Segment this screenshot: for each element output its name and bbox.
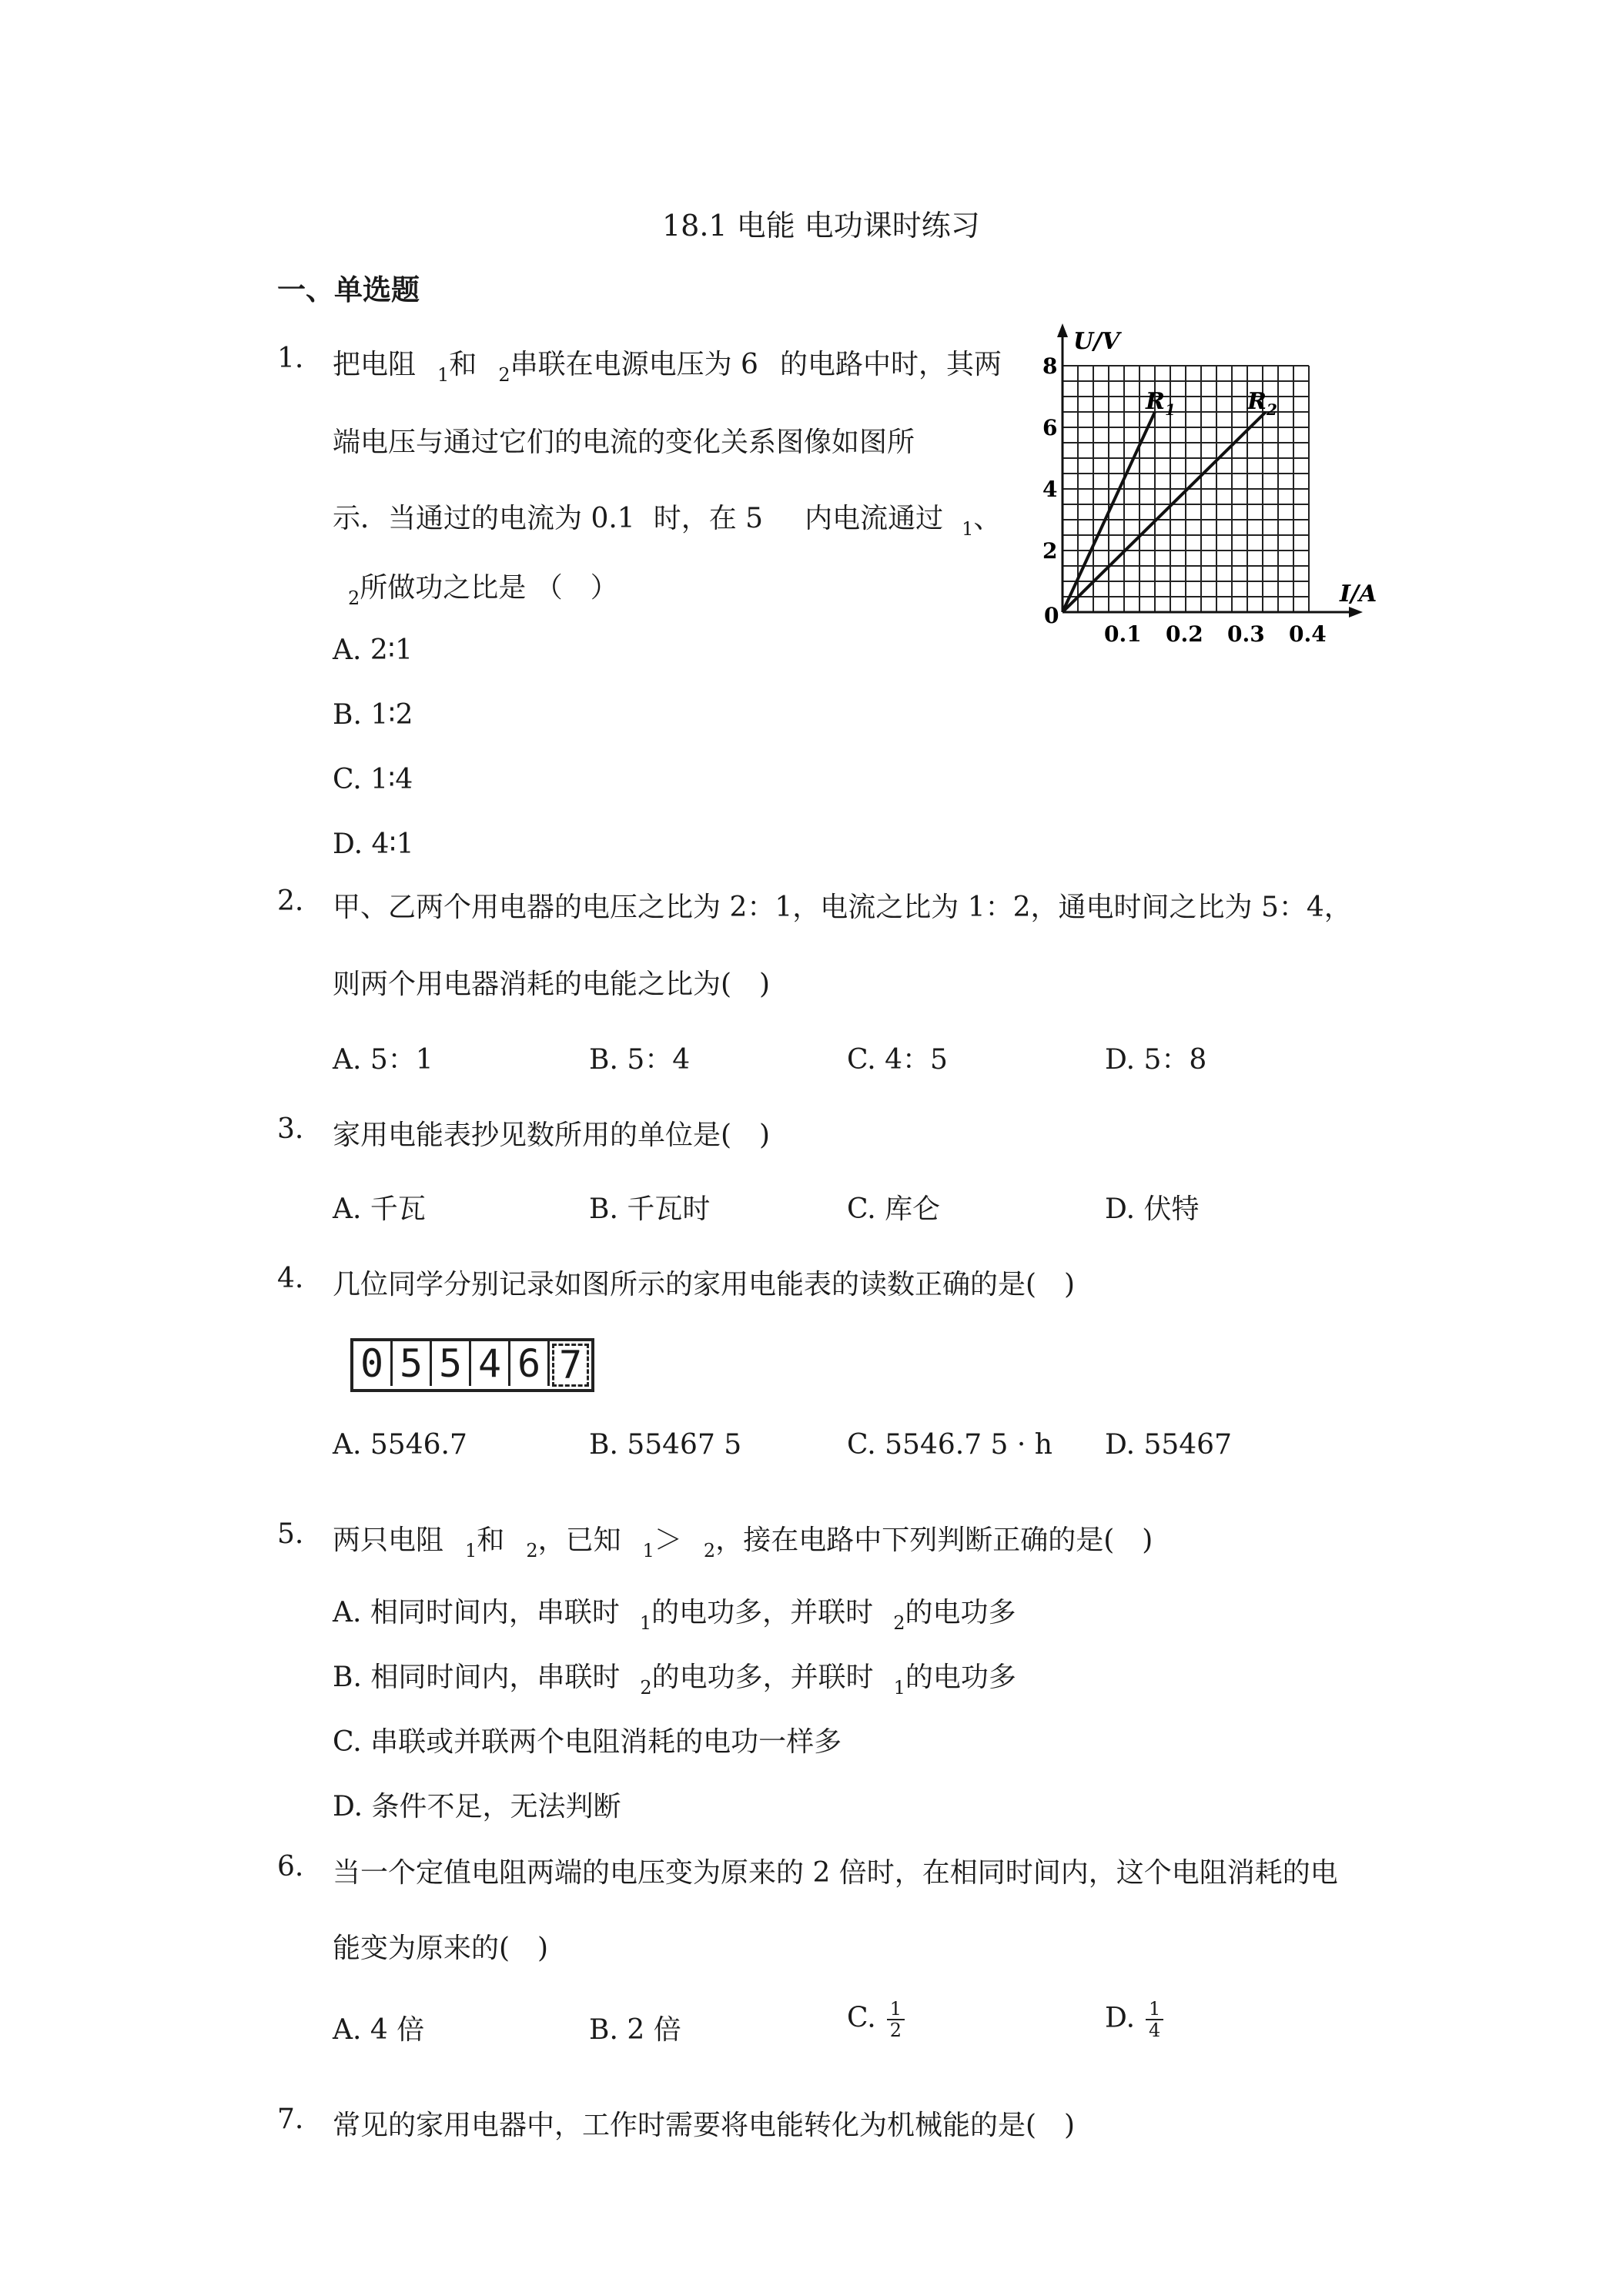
x-tick-label: 0.2	[1166, 621, 1203, 647]
section-heading: 一、单选题	[277, 273, 420, 306]
x-axis-label: I/A	[1340, 581, 1377, 607]
option-c[interactable]: C. 1∶4	[333, 764, 413, 795]
fraction: $\frac{1}{2}$	[887, 1999, 905, 2041]
option-a[interactable]: A. 2∶1	[333, 634, 413, 666]
question-text: 常见的家用电器中，工作时需要将电能转化为机械能的是( )	[333, 2110, 1076, 2141]
question-text: 甲、乙两个用电器的电压之比为 2：1，电流之比为 1：2，通电时间之比为 5：4，	[333, 892, 1352, 923]
series-label: $R_1$	[1146, 388, 1176, 419]
question-text: 示．当通过的电流为 0.1 时，在 5 内电流通过 $_1$、	[333, 503, 1002, 540]
question-number: 6.	[277, 1851, 304, 1883]
meter-digit: 5	[432, 1341, 471, 1386]
y-tick-label: 6	[1042, 415, 1058, 440]
meter-digit: 5	[393, 1341, 432, 1386]
x-tick-label: 0.3	[1227, 621, 1265, 647]
meter-decimal-digit: 7	[552, 1344, 589, 1387]
option-a[interactable]: A. 5546.7	[333, 1429, 467, 1461]
question-number: 3.	[277, 1113, 304, 1145]
option-a[interactable]: A. 千瓦	[333, 1193, 426, 1225]
fraction: $\frac{1}{4}$	[1146, 1999, 1163, 2041]
option-c[interactable]: C. 4：5	[847, 1044, 948, 1076]
meter-digit: 0	[353, 1341, 393, 1386]
meter-digit: 6	[510, 1341, 550, 1386]
option-a[interactable]: A. 4 倍	[333, 2014, 425, 2046]
question-number: 2.	[277, 885, 304, 917]
option-c[interactable]: C. 5546.7 5 · h	[847, 1429, 1052, 1461]
option-d[interactable]: D. 条件不足，无法判断	[333, 1791, 621, 1822]
energy-meter-display	[350, 1338, 594, 1392]
question-text: 能变为原来的( )	[333, 1933, 549, 1964]
question-text: 把电阻 $_1$和 $_2$串联在电源电压为 6 的电路中时，其两	[333, 349, 1002, 386]
y-tick-label: 2	[1042, 538, 1058, 564]
option-b[interactable]: B. 55467 5	[589, 1429, 742, 1461]
y-axis-arrow	[1057, 323, 1068, 337]
option-d[interactable]: D. 4∶1	[333, 828, 414, 860]
y-axis-label: U/V	[1073, 328, 1120, 355]
meter-digit: 4	[471, 1341, 510, 1386]
option-b[interactable]: B. 1∶2	[333, 699, 413, 731]
x-tick-label: 0.4	[1289, 621, 1327, 647]
option-a[interactable]: A. 5：1	[333, 1044, 433, 1076]
question-text: 两只电阻 $_1$和 $_2$，已知 $_1$＞ $_2$，接在电路中下列判断正确的是( )	[333, 1525, 1153, 1561]
question-text: 几位同学分别记录如图所示的家用电能表的读数正确的是( )	[333, 1269, 1076, 1300]
question-number: 4.	[277, 1263, 304, 1294]
option-b[interactable]: B. 2 倍	[589, 2014, 681, 2046]
y-tick-label: 4	[1042, 477, 1058, 502]
option-d[interactable]: D. 伏特	[1105, 1193, 1200, 1225]
option-d[interactable]: D. $\frac{1}{4}$	[1105, 1999, 1163, 2041]
question-text: 当一个定值电阻两端的电压变为原来的 2 倍时，在相同时间内，这个电阻消耗的电	[333, 1857, 1338, 1889]
question-text: $_2$所做功之比是 （ ）	[348, 572, 618, 609]
option-c[interactable]: C. 串联或并联两个电阻消耗的电功一样多	[333, 1726, 842, 1758]
u-i-graph	[1016, 312, 1377, 658]
question-text: 端电压与通过它们的电流的变化关系图像如图所	[333, 427, 915, 458]
question-number: 1.	[277, 343, 304, 374]
question-text: 家用电能表抄见数所用的单位是( )	[333, 1120, 771, 1151]
option-d[interactable]: D. 55467	[1105, 1429, 1232, 1461]
option-b[interactable]: B. 5：4	[589, 1044, 691, 1076]
x-axis-arrow	[1349, 607, 1363, 618]
question-number: 7.	[277, 2104, 304, 2135]
x-tick-label: 0.1	[1104, 621, 1142, 647]
option-b[interactable]: B. 千瓦时	[589, 1193, 711, 1225]
option-c[interactable]: C. 库仑	[847, 1193, 941, 1225]
question-number: 5.	[277, 1518, 304, 1550]
y-tick-label: 8	[1042, 353, 1058, 379]
option-b[interactable]: B. 相同时间内，串联时 $_2$的电功多，并联时 $_1$的电功多	[333, 1662, 1016, 1699]
series-label: $R_2$	[1247, 388, 1277, 419]
option-d[interactable]: D. 5：8	[1105, 1044, 1207, 1076]
option-a[interactable]: A. 相同时间内，串联时 $_1$的电功多，并联时 $_2$的电功多	[333, 1597, 1016, 1634]
page-title: 18.1 电能 电功课时练习	[662, 209, 980, 243]
option-c[interactable]: C. $\frac{1}{2}$	[847, 1999, 905, 2041]
origin-label: 0	[1044, 603, 1059, 628]
question-text: 则两个用电器消耗的电能之比为( )	[333, 969, 771, 1000]
